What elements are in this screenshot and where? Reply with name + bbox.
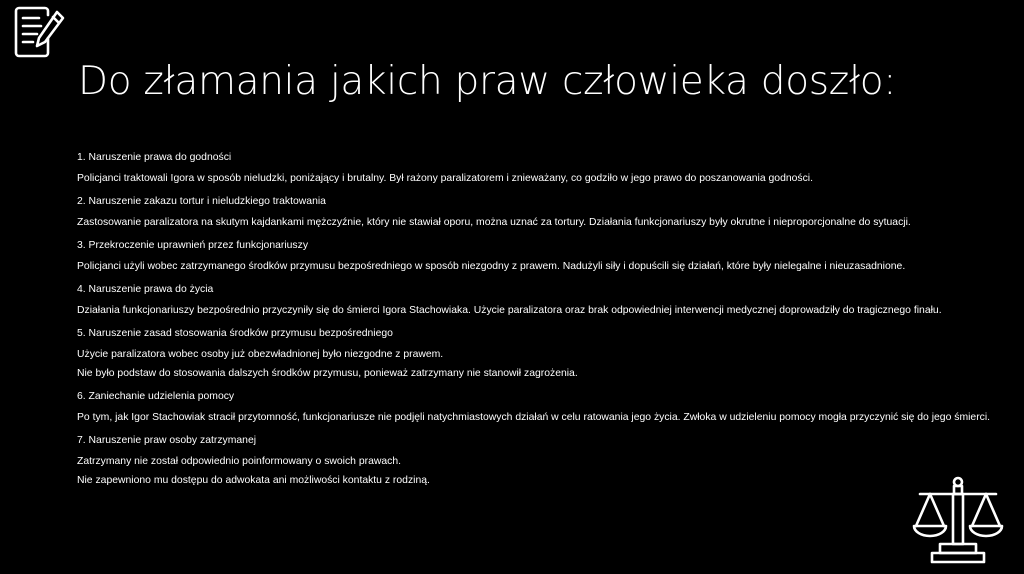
section-text: Nie zapewniono mu dostępu do adwokata ani możliwości kontaktu z rodziną. (77, 475, 430, 486)
document-pen-icon (12, 2, 68, 58)
slide-title: Do złamania jakich praw człowieka doszło: (78, 59, 897, 104)
section-text: Policjanci użyli wobec zatrzymanego środków przymusu bezpośredniego w sposób niezgodny z prawem. Nadużyli siły i dopuścili się działań, które były nielegalne i nieuzasadnione. (77, 261, 906, 272)
slide-content (77, 152, 997, 498)
section-heading: 6. Zaniechanie udzielenia pomocy (77, 391, 235, 402)
rights-section-torture (77, 196, 997, 228)
section-text: Policjanci traktowali Igora w sposób nieludzki, poniżający i brutalny. Był rażony paralizatorem i znieważany, co godziło w jego prawo do poszanowania godności. (77, 173, 814, 184)
section-heading: 3. Przekroczenie uprawnień przez funkcjonariuszy (77, 240, 309, 251)
rights-section-dignity (77, 152, 997, 184)
rights-section-detainee-rights (77, 435, 997, 486)
rights-section-abuse-of-power (77, 240, 997, 272)
section-text: Zatrzymany nie został odpowiednio poinformowany o swoich prawach. (77, 456, 402, 467)
section-text: Po tym, jak Igor Stachowiak stracił przytomność, funkcjonariusze nie podjęli natychmiastowych działań w celu ratowania jego życia. Zwłoka w udzieleniu pomocy mogła przyczynić się do jego śmierci. (77, 412, 991, 423)
rights-section-right-to-life (77, 284, 997, 316)
rights-section-failure-to-help (77, 391, 997, 423)
scales-of-justice-icon (912, 474, 1004, 566)
section-text: Zastosowanie paralizatora na skutym kajdankami mężczyźnie, który nie stawiał oporu, można uznać za tortury. Działania funkcjonariuszy były okrutne i nieproporcjonalne do sytuacji. (77, 217, 911, 228)
section-heading: 7. Naruszenie praw osoby zatrzymanej (77, 435, 257, 446)
section-heading: 5. Naruszenie zasad stosowania środków przymusu bezpośredniego (77, 328, 393, 339)
section-text: Działania funkcjonariuszy bezpośrednio przyczyniły się do śmierci Igora Stachowiaka. Użycie paralizatora oraz brak odpowiedniej interwencji medycznej doprowadziły do tragicznego finału. (77, 305, 942, 316)
section-heading: 1. Naruszenie prawa do godności (77, 152, 232, 163)
section-heading: 2. Naruszenie zakazu tortur i nieludzkiego traktowania (77, 196, 326, 207)
section-text: Użycie paralizatora wobec osoby już obezwładnionej było niezgodne z prawem. (77, 349, 444, 360)
section-text: Nie było podstaw do stosowania dalszych środków przymusu, ponieważ zatrzymany nie stanowił zagrożenia. (77, 368, 578, 379)
rights-section-coercion-rules (77, 328, 997, 379)
section-heading: 4. Naruszenie prawa do życia (77, 284, 214, 295)
